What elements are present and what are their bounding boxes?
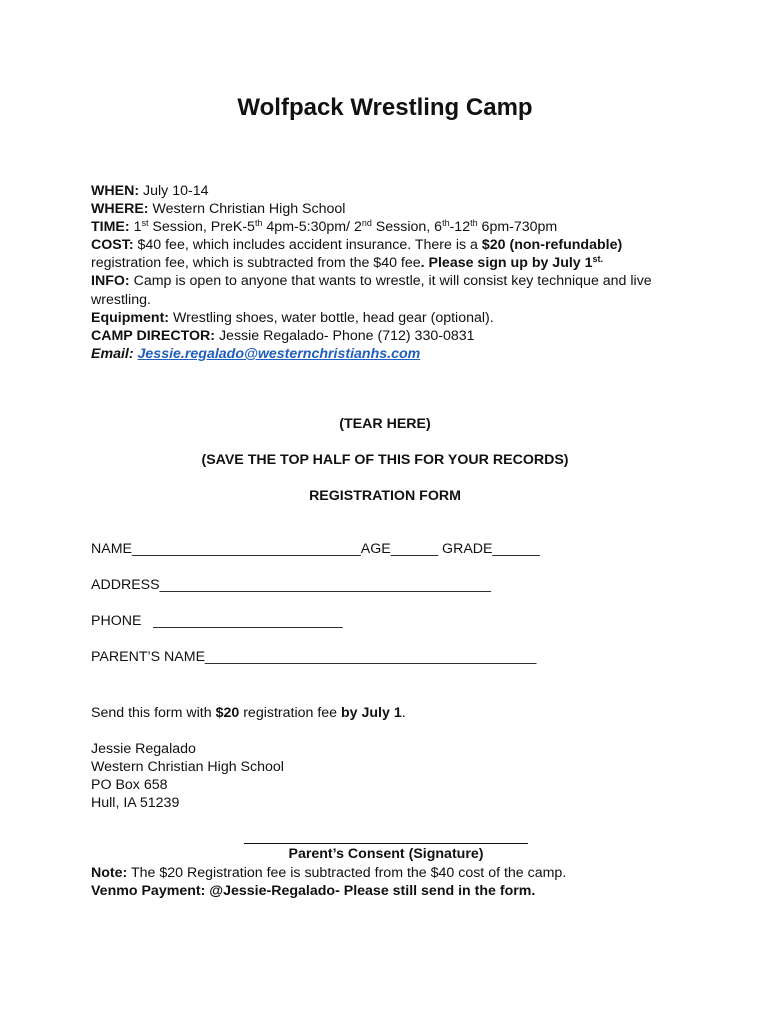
where-line: WHERE: Western Christian High School: [91, 201, 346, 218]
form-title: REGISTRATION FORM: [309, 488, 461, 504]
footer-notes: [91, 864, 566, 900]
cost-line: COST: $40 fee, which includes accident insurance. There is a $20 (non-refundable) registration fee, which is subtracted from the $40 fee. Please sign up by July $1^{st.}$: [91, 237, 623, 272]
venmo-line: Venmo Payment: @Jessie-Regalado- Please still send in the form.: [91, 883, 536, 900]
send-instructions: Send this form with $20 registration fee by July 1.: [91, 705, 406, 721]
info-line: INFO: Camp is open to anyone that wants to wrestle, it will consist key technique and live wrestling.: [91, 273, 652, 308]
email-link[interactable]: Jessie.regalado@westernchristianhs.com: [137, 345, 421, 362]
time-line: TIME: 1st Session, PreK-5th 4pm-5:30pm/ 2nd Session, 6th-12th 6pm-730pm: [91, 218, 558, 236]
signature-caption: Parent’s Consent (Signature): [288, 846, 484, 862]
mailing-address: Jessie Regalado Western Christian High School PO Box 658 Hull, IA 51239: [91, 741, 284, 812]
note-line: Note: The $20 Registration fee is subtracted from the $40 cost of the camp.: [91, 865, 567, 881]
page-title: Wolfpack Wrestling Camp: [237, 94, 533, 121]
equipment-line: Equipment: Wrestling shoes, water bottle, head gear (optional).: [91, 309, 494, 326]
tear-here: (TEAR HERE): [339, 416, 431, 432]
signature-line[interactable]: [244, 843, 528, 844]
camp-info: [91, 182, 681, 363]
parent-name-field[interactable]: PARENT’S NAME__________________________________________: [91, 649, 537, 665]
when-line: WHEN: July 10-14: [91, 183, 209, 199]
email-line: Email: Jessie.regalado@westernchristianhs.com: [91, 345, 421, 362]
phone-field[interactable]: PHONE ________________________: [91, 613, 343, 629]
director-line: CAMP DIRECTOR: Jessie Regalado- Phone (712) 330-0831: [91, 327, 475, 344]
address-field[interactable]: ADDRESS__________________________________________: [91, 577, 491, 593]
name-age-grade-field[interactable]: NAME_____________________________AGE______ GRADE______: [91, 541, 540, 557]
save-notice: (SAVE THE TOP HALF OF THIS FOR YOUR RECORDS): [201, 452, 569, 468]
